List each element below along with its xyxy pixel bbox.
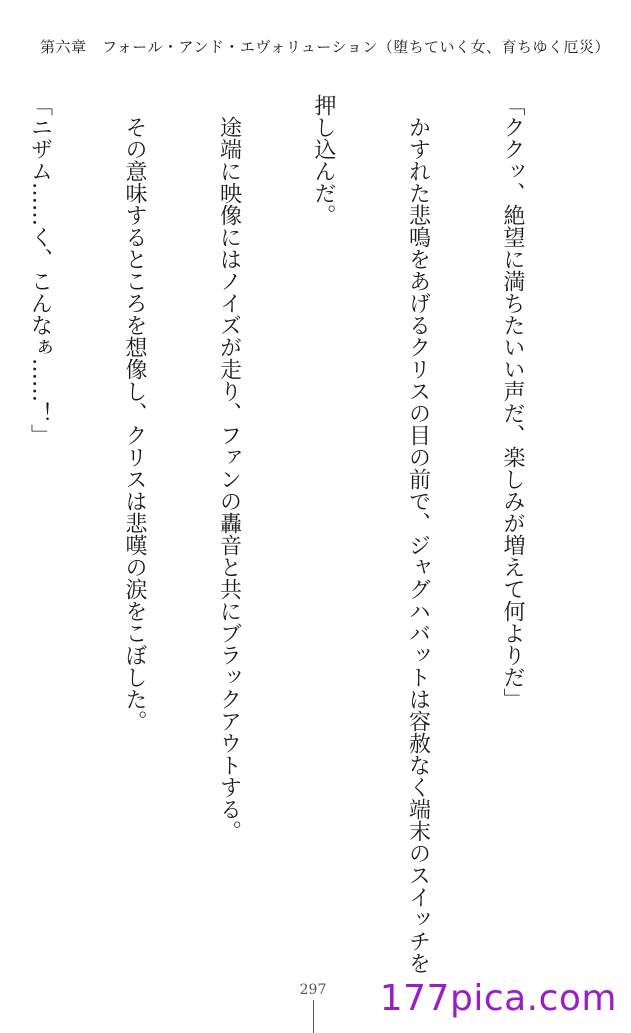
chapter-header: 第六章 フォール・アンド・エヴォリューション（堕ちていく女、育ちゆく厄災） xyxy=(40,38,611,56)
text-line: その意味するところを想像し、クリスは悲嘆の涙をこぼした。 xyxy=(122,94,147,732)
watermark: 177pica.com xyxy=(379,978,617,1019)
text-line: かすれた悲鳴をあげるクリスの目の前で、ジャグハバットは容赦なく端末のスイッチを xyxy=(405,94,431,974)
text-line: 「ニザム……く、こんなぁ……！」 xyxy=(27,94,53,446)
vertical-body-text xyxy=(0,94,591,974)
text-line: 「ククッ、絶望に満ちたいい声だ、楽しみが増えて何よりだ」 xyxy=(500,94,525,710)
text-line: 途端に映像にはノイズが走り、ファンの轟音と共にブラックアウトする。 xyxy=(216,94,242,842)
page-number: 297 xyxy=(299,982,327,998)
text-line: 押し込んだ。 xyxy=(311,94,336,226)
folio-rule xyxy=(313,1000,314,1033)
